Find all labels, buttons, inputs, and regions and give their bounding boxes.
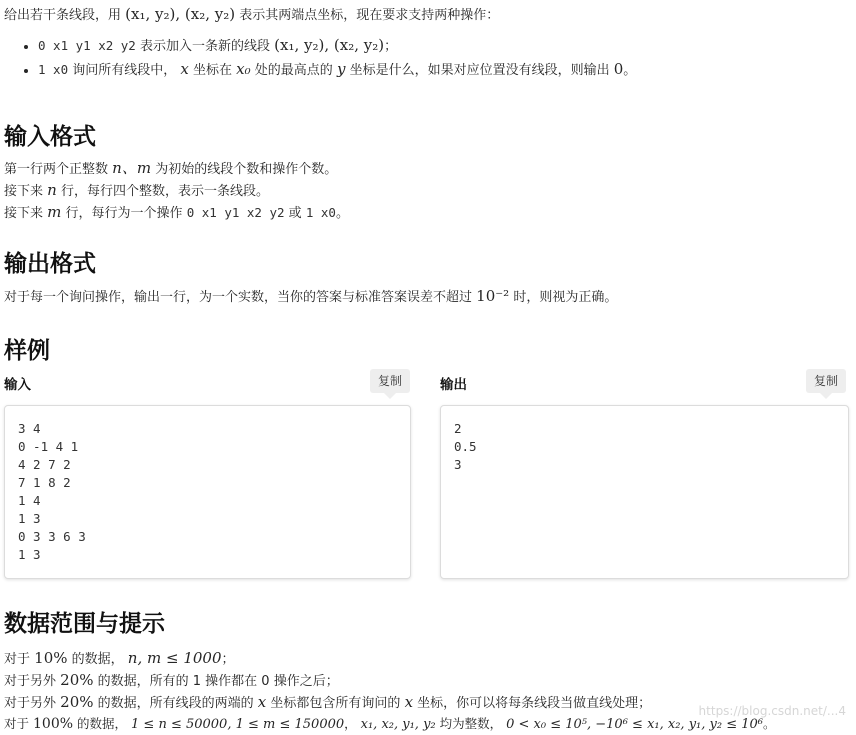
text: 或 — [288, 206, 302, 221]
text: 均为整数， — [439, 716, 503, 731]
text: 对于 — [4, 716, 30, 731]
intro-math: (x₁, y₂), (x₂, y₂) — [125, 5, 236, 23]
code-line: 4 2 7 2 — [18, 457, 71, 472]
op-text: 询问所有线段中， — [72, 63, 177, 78]
text: 时，则视为正确。 — [513, 290, 618, 305]
text: 。 — [762, 716, 776, 731]
math: n, m ≤ 1000 — [127, 649, 222, 667]
text: 行，每行为一个操作 — [65, 206, 183, 221]
math: 1 ≤ n ≤ 50000, 1 ≤ m ≤ 150000 — [131, 717, 345, 732]
code: 1 x0 — [305, 205, 336, 220]
math: 10% — [34, 649, 68, 667]
constraints-heading: 数据范围与提示 — [4, 611, 165, 637]
samples-heading: 样例 — [4, 338, 50, 364]
text: 。 — [335, 206, 349, 221]
math: x — [257, 693, 267, 711]
math: 100% — [33, 716, 74, 732]
constraint-line-1 — [4, 648, 776, 670]
code: 0 x1 y1 x2 y2 — [186, 205, 285, 220]
text: ； — [221, 652, 235, 667]
text: 的数据， — [77, 716, 128, 731]
op-text: ； — [384, 39, 398, 54]
math: n — [47, 181, 57, 199]
constraint-line-2 — [4, 670, 776, 692]
code-line: 0 3 3 6 3 — [18, 529, 86, 544]
math: 0 < x₀ ≤ 10⁵, −10⁶ ≤ x₁, x₂, y₁, y₂ ≤ 10⁶ — [506, 717, 763, 732]
watermark: https://blog.csdn.net/...4 — [698, 704, 846, 718]
code-line: 7 1 8 2 — [18, 475, 71, 490]
code-line: 2 — [454, 421, 462, 436]
text: 的数据，所有的 1 操作都在 0 操作之后； — [97, 674, 339, 689]
copy-output-button[interactable]: 复制 — [806, 369, 846, 393]
text: ， — [344, 716, 357, 731]
sample-output-content — [454, 420, 477, 474]
text: 为初始的线段个数和操作个数。 — [155, 162, 338, 177]
op-math: y — [336, 60, 346, 78]
output-format-body — [4, 286, 617, 308]
intro-suffix: 表示其两端点坐标，现在要求支持两种操作： — [239, 8, 500, 23]
text: 坐标，你可以将每条线段当做直线处理； — [417, 696, 652, 711]
constraint-line-3 — [4, 692, 776, 714]
text: 对于另外 — [4, 674, 57, 689]
sample-input-label: 输入 — [4, 377, 31, 393]
code-line: 0 -1 4 1 — [18, 439, 79, 454]
op-code: 0 x1 y1 x2 y2 — [38, 38, 136, 53]
intro-text — [4, 4, 499, 23]
op-text: 。 — [623, 63, 637, 78]
op-text: 坐标是什么，如果对应位置没有线段，则输出 — [349, 63, 610, 78]
code-line: 3 4 — [18, 421, 41, 436]
output-format-heading: 输出格式 — [4, 251, 96, 277]
constraint-line-4 — [4, 714, 776, 735]
text: 行，每行四个整数，表示一条线段。 — [60, 184, 269, 199]
input-format-heading: 输入格式 — [4, 124, 96, 150]
text: 对于 — [4, 652, 31, 667]
text: 的数据， — [71, 652, 124, 667]
op-text: 坐标在 — [193, 63, 233, 78]
text: 坐标都包含所有询问的 — [270, 696, 401, 711]
constraints-body — [4, 648, 776, 735]
intro-prefix: 给出若干条线段，用 — [4, 8, 122, 23]
code-line: 1 3 — [18, 547, 41, 562]
text: 的数据，所有线段的两端的 — [97, 696, 254, 711]
math: m — [47, 203, 62, 221]
math: n、m — [112, 159, 152, 177]
sample-output-label: 输出 — [440, 377, 467, 393]
text: 第一行两个正整数 — [4, 162, 109, 177]
math: 20% — [60, 693, 94, 711]
code-line: 3 — [454, 457, 462, 472]
op-math: x₀ — [236, 60, 251, 78]
code-line: 1 3 — [18, 511, 41, 526]
text: 接下来 — [4, 184, 44, 199]
op-math: x — [180, 60, 189, 78]
math: x — [404, 693, 414, 711]
math: 10⁻² — [476, 287, 510, 305]
op-math: (x₁, y₂), (x₂, y₂) — [274, 36, 385, 54]
list-item — [38, 34, 636, 58]
operations-list — [20, 34, 636, 82]
sample-input-box[interactable] — [4, 405, 411, 579]
text: 接下来 — [4, 206, 44, 221]
math: 20% — [60, 671, 94, 689]
input-line-1 — [4, 158, 349, 180]
code-line: 1 4 — [18, 493, 41, 508]
input-line-2 — [4, 180, 349, 202]
copy-input-button[interactable]: 复制 — [370, 369, 410, 393]
op-text: 处的最高点的 — [254, 63, 333, 78]
input-format-body — [4, 158, 349, 224]
input-line-3 — [4, 202, 349, 224]
text: 对于每一个询问操作，输出一行，为一个实数，当你的答案与标准答案误差不超过 — [4, 290, 473, 305]
sample-output-box[interactable] — [440, 405, 849, 579]
op-text: 表示加入一条新的线段 — [139, 39, 270, 54]
sample-input-content — [18, 420, 86, 564]
op-code: 1 x0 — [38, 62, 69, 77]
list-item — [38, 58, 636, 82]
text: 对于另外 — [4, 696, 57, 711]
math: x₁, x₂, y₁, y₂ — [360, 717, 436, 732]
code-line: 0.5 — [454, 439, 477, 454]
op-math: 0 — [613, 60, 624, 78]
